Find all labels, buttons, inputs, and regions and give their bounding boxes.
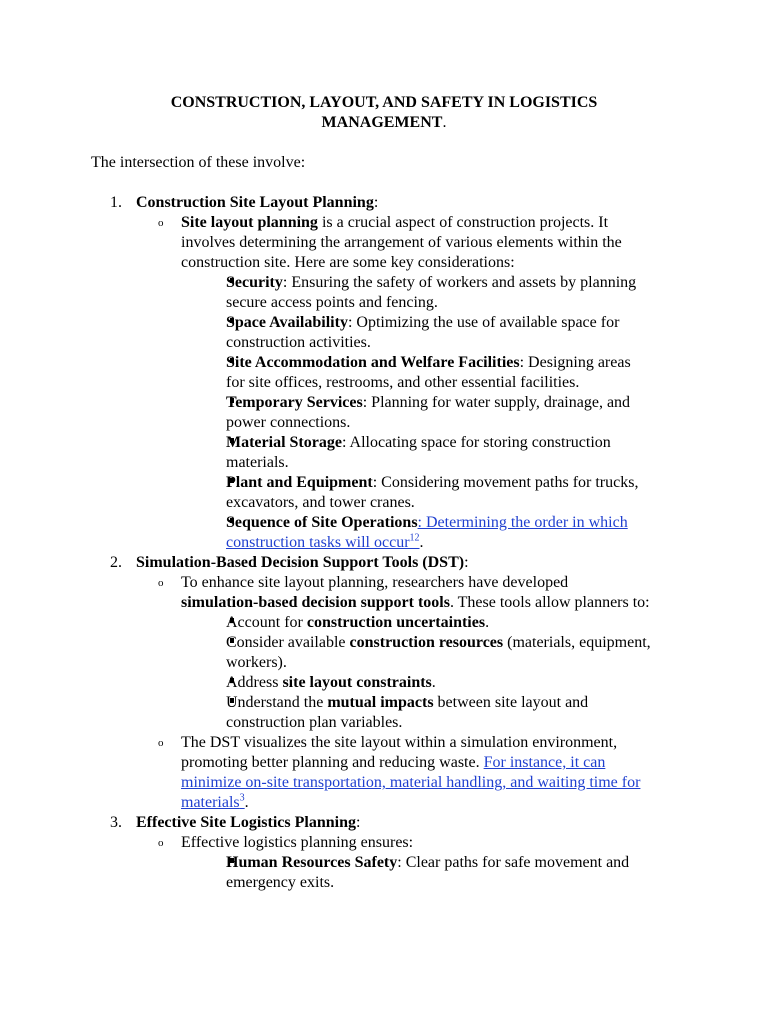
- section-heading-1: Construction Site Layout Planning:: [136, 194, 379, 211]
- sub-item-line: Effective logistics planning ensures:: [181, 834, 414, 851]
- bullet-circle: o: [158, 577, 164, 589]
- sub-item-line: materials$^3$.: [181, 792, 249, 811]
- list-item-plant-equipment: Plant and Equipment: Considering movement paths for trucks,: [226, 474, 639, 491]
- citation-link[interactable]: : Determining the order in which: [417, 514, 628, 531]
- sub-item-line: The DST visualizes the site layout within a simulation environment,: [181, 734, 618, 751]
- list-item: Address site layout constraints.: [226, 674, 436, 691]
- bullet-circle: o: [158, 737, 164, 749]
- list-item: Understand the mutual impacts between site layout and: [226, 694, 589, 711]
- list-item: Consider available construction resources (materials, equipment,: [226, 634, 651, 651]
- document-title: [0, 93, 768, 133]
- list-item: Account for construction uncertainties.: [226, 614, 490, 631]
- list-item-cont: workers).: [226, 654, 287, 671]
- citation-link[interactable]: For instance, it can: [483, 754, 606, 771]
- citation-link[interactable]: materials$^3$: [181, 792, 245, 811]
- sub-item-line: To enhance site layout planning, researchers have developed: [181, 574, 569, 591]
- list-item-cont: emergency exits.: [226, 874, 335, 891]
- list-item-human-resources-safety: Human Resources Safety: Clear paths for safe movement and: [226, 854, 630, 871]
- list-number-2: 2.: [110, 554, 122, 571]
- sub-item-line: involves determining the arrangement of various elements within the: [181, 234, 622, 251]
- sub-item-line: construction site. Here are some key considerations:: [181, 254, 515, 271]
- sub-item-line: simulation-based decision support tools. These tools allow planners to:: [181, 594, 650, 611]
- list-item-sequence-operations: Sequence of Site Operations: Determining the order in which: [226, 514, 628, 531]
- bullet-circle: o: [158, 837, 164, 849]
- list-item-temporary-services: Temporary Services: Planning for water supply, drainage, and: [226, 394, 631, 411]
- list-item-cont: secure access points and fencing.: [226, 294, 438, 311]
- list-item-security: Security: Ensuring the safety of workers and assets by planning: [226, 274, 637, 291]
- list-item-space-availability: Space Availability: Optimizing the use of available space for: [226, 314, 620, 331]
- section-heading-3: Effective Site Logistics Planning:: [136, 814, 361, 831]
- list-number-3: 3.: [110, 814, 122, 831]
- list-item-cont: power connections.: [226, 414, 351, 431]
- intro-paragraph: The intersection of these involve:: [91, 154, 306, 171]
- sub-item-line: Site layout planning is a crucial aspect of construction projects. It: [181, 214, 609, 231]
- citation-link[interactable]: minimize on-site transportation, material handling, and waiting time for: [181, 774, 641, 791]
- list-item-cont: construction tasks will occur$^{12}$.: [226, 532, 424, 551]
- list-item-material-storage: Material Storage: Allocating space for storing construction: [226, 434, 611, 451]
- bullet-circle: o: [158, 217, 164, 229]
- list-item-cont: materials.: [226, 454, 289, 471]
- title-line-1: CONSTRUCTION, LAYOUT, AND SAFETY IN LOGISTICS: [170, 94, 598, 111]
- sub-item-line: [181, 773, 640, 793]
- title-period: .: [442, 114, 447, 131]
- citation-link[interactable]: construction tasks will occur$^{12}$: [226, 532, 420, 551]
- list-item-cont: construction activities.: [226, 334, 371, 351]
- list-number-1: 1.: [110, 194, 122, 211]
- list-item-site-accommodation: Site Accommodation and Welfare Facilities: Designing areas: [226, 354, 631, 371]
- list-item-cont: construction plan variables.: [226, 714, 403, 731]
- section-heading-2: Simulation-Based Decision Support Tools (DST):: [136, 554, 469, 571]
- list-item-cont: excavators, and tower cranes.: [226, 494, 415, 511]
- list-item-cont: for site offices, restrooms, and other essential facilities.: [226, 374, 580, 391]
- sub-item-line: promoting better planning and reducing waste. For instance, it can: [181, 754, 606, 771]
- title-line-2: MANAGEMENT: [321, 114, 443, 131]
